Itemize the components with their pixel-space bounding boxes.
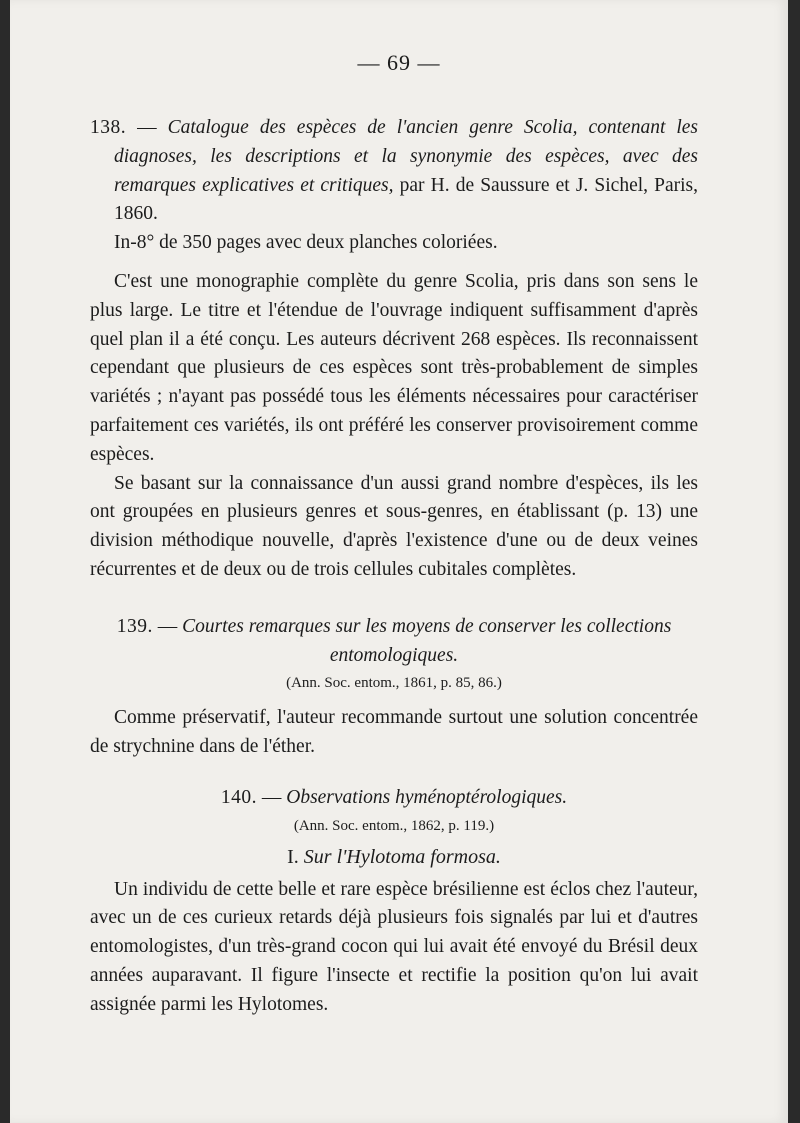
entry-138-heading	[90, 114, 698, 258]
entry-140-dash: —	[261, 786, 282, 808]
entry-138-paragraph-2: Se basant sur la connaissance d'un aussi grand nombre d'espèces, ils les ont groupées en plusieurs genres et sous-genres, en établissant (p. 13) une division méthodique nouvelle, d'après l'existence d'une ou de deux veines récurrentes et de deux ou de trois cellules cubitales complètes.	[90, 472, 698, 580]
entry-139-number: 139.	[116, 615, 153, 637]
entry-138-authors: par H. de Saussure et J. Sichel, Paris, 1860.	[114, 174, 698, 225]
entry-140-heading	[90, 784, 698, 813]
entry-140-section-heading	[90, 843, 698, 872]
entry-140-section-title: Sur l'Hylotoma formosa.	[303, 845, 501, 868]
entry-140-paragraph-1: Un individu de cette belle et rare espèce brésilienne est éclos chez l'auteur, avec un de ces curieux retards déjà plusieurs fois signalés par lui et d'autres entomologistes, d'un très-grand cocon qui lui avait été envoyé du Brésil deux années auparavant. Il figure l'insecte et rectifie la position qu'on lui avait assignée parmi les Hylotomes.	[90, 878, 698, 1015]
entry-140-section-number: I.	[287, 845, 299, 868]
entry-139-heading	[90, 613, 698, 671]
document-page	[10, 0, 788, 1123]
entry-139-paragraph-1: Comme préservatif, l'auteur recommande surtout une solution concentrée de strychnine dans de l'éther.	[90, 707, 698, 758]
entry-138-dash: —	[137, 117, 157, 138]
entry-138-title: Catalogue des espèces de l'ancien genre Scolia, contenant les diagnoses, les descriptions et la synonymie des espèces, avec des remarques explicatives et critiques,	[114, 117, 699, 196]
page-number: — 69 —	[357, 50, 441, 75]
entry-139-title: Courtes remarques sur les moyens de conserver les collections entomologiques.	[182, 615, 672, 666]
entry-138-format: In-8° de 350 pages avec deux planches coloriées.	[114, 232, 498, 254]
entry-138-number: 138.	[90, 117, 127, 138]
entry-139-dash: —	[157, 615, 178, 637]
entry-140-title: Observations hyménoptérologiques.	[286, 786, 568, 808]
page-content	[90, 114, 698, 1020]
entry-140-number: 140.	[220, 786, 257, 808]
entry-140-reference: (Ann. Soc. entom., 1862, p. 119.)	[293, 817, 495, 834]
entry-139-reference: (Ann. Soc. entom., 1861, p. 85, 86.)	[286, 675, 502, 692]
entry-138-paragraph-1: C'est une monographie complète du genre Scolia, pris dans son sens le plus large. Le titre et l'étendue de l'ouvrage indiquent suffisamment d'après quel plan il a été conçu. Les auteurs décrivent 268 espèces. Ils reconnaissent cependant que plusieurs de ces espèces sont très-probablement de simples variétés ; n'ayant pas possédé tous les éléments nécessaires pour caractériser parfaitement ces variétés, ils ont préféré les conserver provisoirement comme espèces.	[90, 270, 698, 465]
